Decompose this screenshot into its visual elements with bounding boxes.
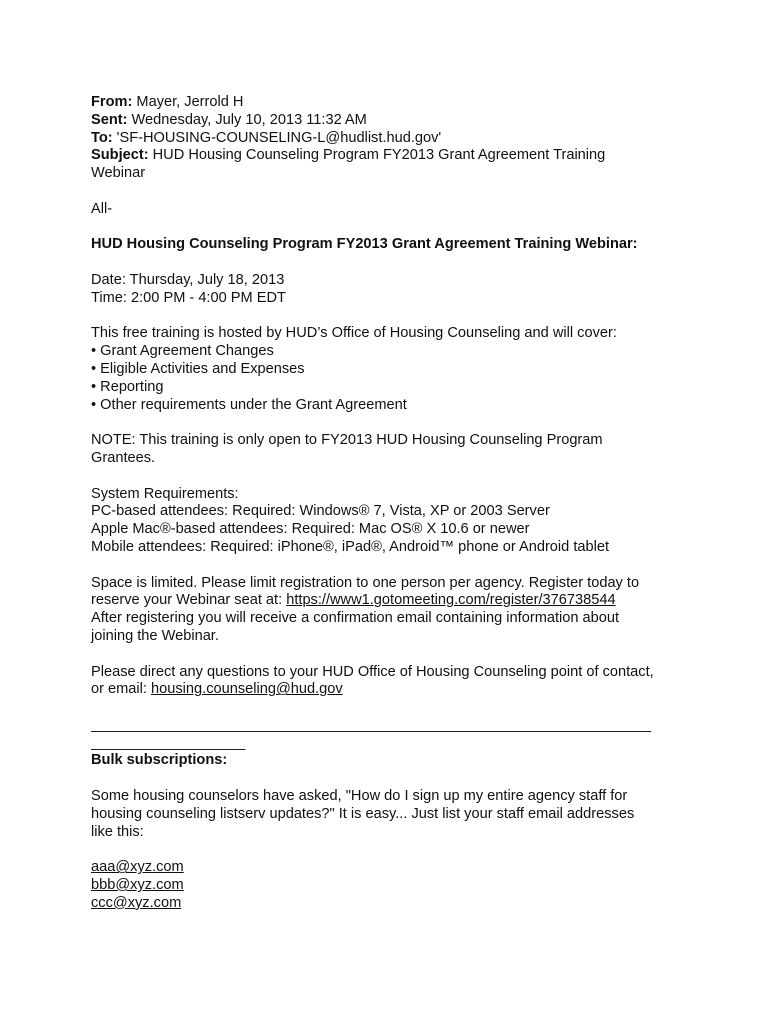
example-email-link[interactable]: ccc@xyz.com [91, 894, 182, 911]
sysreq-mac: Apple Mac®-based attendees: Required: Mac OS® X 10.6 or newer [91, 521, 530, 538]
contact-email-link[interactable]: housing.counseling@hud.gov [151, 681, 343, 698]
webinar-heading [91, 236, 691, 254]
subject-value-line2: Webinar [91, 165, 146, 182]
sent-value: Wednesday, July 10, 2013 11:32 AM [131, 111, 367, 128]
topic-item: • Eligible Activities and Expenses [91, 360, 305, 377]
sysreq-mobile: Mobile attendees: Required: iPhone®, iPad®, Android™ phone or Android tablet [91, 538, 610, 555]
register-link[interactable]: https://www1.gotomeeting.com/register/376738544 [286, 592, 616, 609]
to-label: To: [91, 129, 113, 146]
from-value: Mayer, Jerrold H [136, 94, 244, 110]
example-email [91, 895, 691, 913]
from-line [91, 94, 691, 112]
contact-line1: Please direct any questions to your HUD Office of Housing Counseling point of contact, [91, 663, 654, 680]
topic-item: • Grant Agreement Changes [91, 343, 274, 360]
space-line2-prefix: reserve your Webinar seat at: [91, 592, 287, 609]
greeting: All- [91, 200, 113, 217]
sent-line [91, 112, 691, 130]
topic-item: • Reporting [91, 378, 164, 395]
intro-line: This free training is hosted by HUD’s Office of Housing Counseling and will cover: [91, 325, 617, 342]
subject-label: Subject: [91, 147, 149, 164]
from-label: From: [91, 94, 133, 110]
email-content [91, 94, 691, 913]
bulk-line3: like this: [91, 823, 144, 840]
example-email-link[interactable]: aaa@xyz.com [91, 859, 184, 876]
webinar-heading-text: HUD Housing Counseling Program FY2013 Grant Agreement Training Webinar: [91, 236, 638, 253]
example-email [91, 877, 691, 895]
bulk-line1: Some housing counselors have asked, "How do I sign up my entire agency staff for [91, 788, 628, 805]
after-line2: joining the Webinar. [91, 627, 219, 644]
bulk-line2: housing counseling listserv updates?" It is easy... Just list your staff email addresses [91, 805, 635, 822]
contact-line2-prefix: or email: [91, 681, 152, 698]
sysreq-pc: PC-based attendees: Required: Windows® 7, Vista, XP or 2003 Server [91, 503, 550, 520]
subject-line [91, 147, 691, 165]
separator-rule: _____________________________________________________________________ [91, 716, 652, 733]
space-line1: Space is limited. Please limit registration to one person per agency. Register today to [91, 574, 640, 591]
sysreq-title: System Requirements: [91, 485, 239, 502]
subject-value-line1: HUD Housing Counseling Program FY2013 Grant Agreement Training [152, 147, 606, 164]
separator-rule-continued: ___________________ [91, 734, 246, 751]
contact-line2 [91, 681, 691, 699]
example-email-link[interactable]: bbb@xyz.com [91, 877, 184, 894]
note-line2: Grantees. [91, 449, 156, 466]
sent-label: Sent: [91, 111, 128, 128]
after-line1: After registering you will receive a confirmation email containing information about [91, 610, 620, 627]
topic-item: • Other requirements under the Grant Agreement [91, 396, 407, 413]
to-line [91, 130, 691, 148]
example-email [91, 859, 691, 877]
bulk-title-line [91, 752, 691, 770]
bulk-title: Bulk subscriptions: [91, 752, 228, 769]
note-line1: NOTE: This training is only open to FY2013 HUD Housing Counseling Program [91, 432, 603, 449]
to-value: 'SF-HOUSING-COUNSELING-L@hudlist.hud.gov' [116, 129, 442, 146]
date-line: Date: Thursday, July 18, 2013 [91, 271, 285, 288]
time-line: Time: 2:00 PM - 4:00 PM EDT [91, 289, 286, 306]
space-line2 [91, 592, 691, 610]
